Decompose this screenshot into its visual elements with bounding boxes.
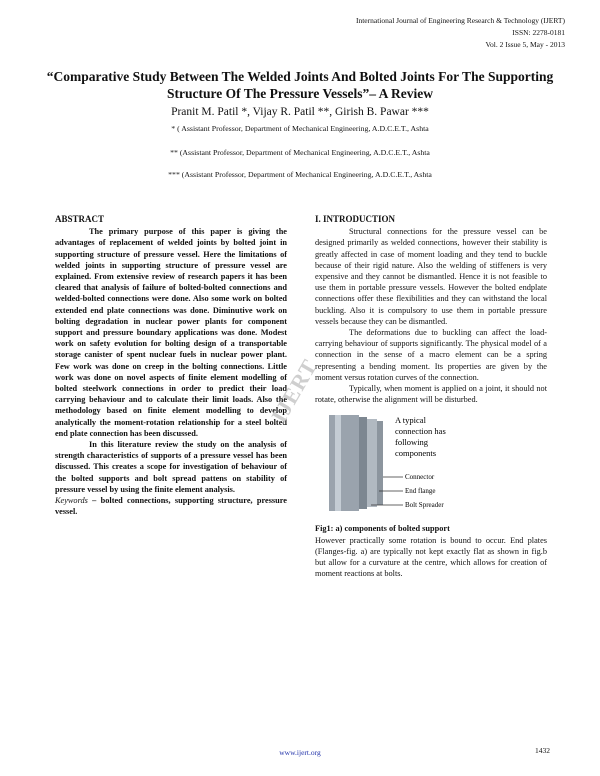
bolted-support-diagram xyxy=(323,411,503,515)
intro-paragraph-3: Typically, when moment is applied on a joint, it should not rotate, otherwise the alignment will be disturbed. xyxy=(315,384,547,405)
journal-name: International Journal of Engineering Research & Technology (IJERT) xyxy=(355,16,565,25)
keywords-text: – bolted connections, supporting structure, pressure vessel. xyxy=(55,496,287,517)
intro-paragraph-2: The deformations due to buckling can affect the load-carrying behaviour of supports significantly. The physical model of a connection in the sense of a macro element can be a spring representing a bending moment. Its properties are given by the moment versus rotation curves of the connection. xyxy=(315,328,547,382)
figure-label-connector: Connector xyxy=(405,473,435,482)
keywords-label: Keywords xyxy=(55,496,88,506)
figure-label-main-4: components xyxy=(395,448,437,459)
authors: Pranit M. Patil *, Vijay R. Patil **, Girish B. Pawar *** xyxy=(171,106,429,118)
bolted-support-figure xyxy=(323,411,503,515)
affiliation-3: *** (Assistant Professor, Department of Mechanical Engineering, A.D.C.E.T., Ashta xyxy=(168,170,432,179)
figure-label-bolt-spreader: Bolt Spreader xyxy=(405,501,444,510)
intro-paragraph-1: Structural connections for the pressure vessel can be designed primarily as welded connections, however their stability is greatly affected in case of moment loading and they tend to buckle because of their rigid nature. Also the welding of stiffeners is very expensive and they cannot be dismantled. Hence it is not feasible to use them in portable pressure vessels. However the bolted endplate connections offer these flexibilities and they can withstand the local buckling. Also it is compulsory to use them in portable pressure vessels because they can be dismantled. xyxy=(315,227,547,326)
paper-title: “Comparative Study Between The Welded Joints And Bolted Joints For The Supporting Structure Of The Pressure Vessels”– A Review xyxy=(46,69,554,101)
figure-label-end-flange: End flange xyxy=(405,487,436,496)
figure-caption: Fig1: a) components of bolted support xyxy=(315,524,450,534)
abstract-paragraph-2: In this literature review the study on the analysis of strength characteristics of supports of a pressure vessel has been discussed. This creates a scope for investigation of behaviour of the bolted supports and bolt spread pattens on stability of pressure vessel by using the finite element analysis. xyxy=(55,440,287,494)
issn: ISSN: 2278-0181 xyxy=(512,28,565,37)
figure-label-main-1: A typical xyxy=(395,415,426,426)
abstract-column xyxy=(55,214,287,517)
abstract-heading: ABSTRACT xyxy=(55,214,105,224)
page-number: 1432 xyxy=(535,746,550,755)
abstract-paragraph-1: The primary purpose of this paper is giving the advantages of replacement of welded joints by bolted joint in supporting structure of pressure vessel. Here the limitations of welded joints in supporting structure of pressure vessel are explained. From extensive review of research papers it has been cleared that analysis of failure of bolted-bolted connections and welded-bolted connections were done. Also some work on bolted extended end plate connections was done. Diminutive work on bolting degradation in nuclear power plants for component support and pressure boundary applications was done. Modest work on safety evolution for bolting design of a transportable storage canister of spent nuclear fuels in nuclear power plant. Few work was done on creep in the bolting connections. Little work was done on novel aspects of finite element modelling of bolted steelwork connections in order to predict their load carrying behaviour and to calculate their limit loads. Also the methodology based on finite element modelling to develop analytically the moment-rotation relationship for a steel bolted end plate connection has been discussed. xyxy=(55,227,287,438)
figure-label-main-2: connection has xyxy=(395,426,446,437)
introduction-heading: I. INTRODUCTION xyxy=(315,214,396,224)
volume-issue: Vol. 2 Issue 5, May - 2013 xyxy=(485,40,565,49)
figure-label-main-3: following xyxy=(395,437,429,448)
keywords xyxy=(55,495,287,517)
footer-url[interactable]: www.ijert.org xyxy=(279,748,321,757)
introduction-column xyxy=(315,214,547,579)
affiliation-1: * ( Assistant Professor, Department of Mechanical Engineering, A.D.C.E.T., Ashta xyxy=(171,124,429,133)
intro-paragraph-4: However practically some rotation is bound to occur. End plates (Flanges-fig. a) are typically not kept exactly flat as shown in fig.b but allow for a curvature at the centre, which allows for creation of moment reactions at bolts. xyxy=(315,535,547,579)
affiliation-2: ** (Assistant Professor, Department of Mechanical Engineering, A.D.C.E.T., Ashta xyxy=(170,148,430,157)
watermark: IJERT xyxy=(265,354,323,427)
